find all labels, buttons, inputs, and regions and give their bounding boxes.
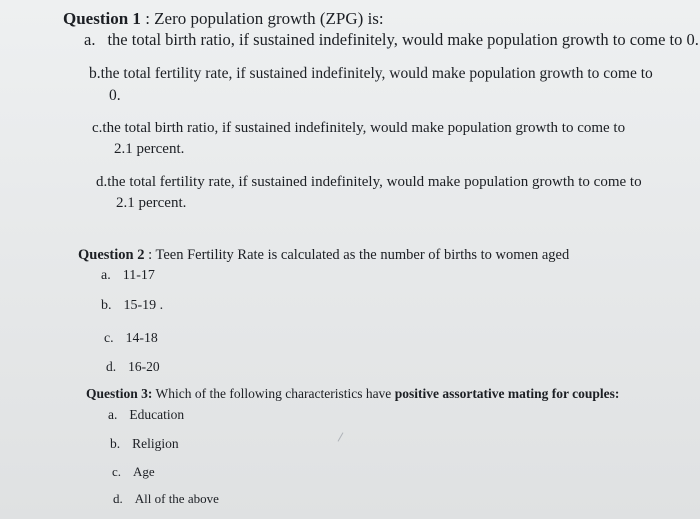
option-letter: b. bbox=[101, 298, 112, 313]
question-1-label: Question 1 bbox=[63, 9, 141, 28]
option-letter: a. bbox=[101, 268, 111, 283]
option-letter: a. bbox=[108, 407, 118, 422]
option-letter: d. bbox=[96, 174, 108, 190]
question-1-option-d[interactable] bbox=[96, 174, 666, 212]
question-3-option-a[interactable] bbox=[108, 407, 184, 423]
option-text: 16-20 bbox=[128, 359, 160, 374]
option-text: the total birth ratio, if sustained indefinitely, would make population growth to come to 0. bbox=[107, 30, 699, 49]
option-letter: a. bbox=[84, 30, 96, 49]
question-3-option-d[interactable] bbox=[113, 491, 219, 507]
question-3-title bbox=[86, 386, 619, 402]
option-text: All of the above bbox=[134, 491, 219, 506]
question-2-label: Question 2 bbox=[78, 247, 145, 263]
question-2-option-a[interactable] bbox=[101, 268, 155, 284]
option-letter: b. bbox=[89, 65, 101, 82]
option-text: 14-18 bbox=[125, 330, 158, 345]
question-1-text: : Zero population growth (ZPG) is: bbox=[140, 9, 384, 28]
option-text: 11-17 bbox=[122, 268, 155, 283]
option-letter: b. bbox=[110, 436, 121, 451]
stray-pen-mark bbox=[338, 432, 344, 441]
option-letter: d. bbox=[113, 491, 123, 506]
option-text-continued: 2.1 percent. bbox=[114, 141, 185, 157]
option-text-continued: 2.1 percent. bbox=[116, 195, 187, 211]
question-2-title bbox=[78, 247, 569, 264]
option-letter: c. bbox=[92, 120, 103, 136]
question-3-text-emphasis: positive assortative mating for couples: bbox=[394, 386, 620, 401]
question-3-label: Question 3: bbox=[86, 386, 153, 401]
option-text: 15-19 . bbox=[123, 298, 164, 313]
question-3-option-b[interactable] bbox=[110, 436, 179, 452]
question-2-option-d[interactable] bbox=[106, 359, 160, 375]
question-2-option-b[interactable] bbox=[101, 298, 163, 314]
question-1-option-a[interactable] bbox=[84, 30, 699, 50]
option-text-continued: 0. bbox=[109, 87, 121, 104]
option-text: Education bbox=[129, 407, 185, 422]
question-2-text: : Teen Fertility Rate is calculated as the number of births to women aged bbox=[144, 247, 570, 263]
option-text: the total fertility rate, if sustained indefinitely, would make population growth to come to bbox=[100, 65, 653, 82]
option-text: the total fertility rate, if sustained indefinitely, would make population growth to come to bbox=[107, 174, 642, 190]
option-letter: c. bbox=[112, 464, 122, 479]
question-3-text: Which of the following characteristics have bbox=[152, 386, 395, 401]
option-text: the total birth ratio, if sustained indefinitely, would make population growth to come to bbox=[102, 120, 626, 136]
option-letter: c. bbox=[104, 330, 114, 345]
question-1-option-b[interactable] bbox=[89, 65, 679, 105]
question-1-title bbox=[63, 9, 384, 29]
question-1-option-c[interactable] bbox=[92, 120, 672, 158]
option-text: Age bbox=[133, 464, 155, 479]
question-2-option-c[interactable] bbox=[104, 330, 158, 346]
question-3-option-c[interactable] bbox=[112, 464, 155, 480]
option-letter: d. bbox=[106, 359, 117, 374]
option-text: Religion bbox=[132, 436, 179, 451]
